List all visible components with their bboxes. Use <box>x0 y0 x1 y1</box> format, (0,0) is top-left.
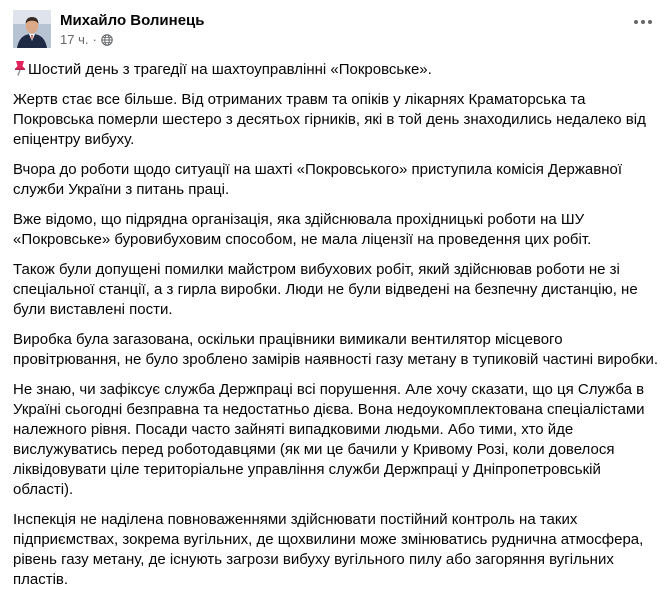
post-paragraph: Не знаю, чи зафіксує служба Держпраці всі порушення. Але хочу сказати, що ця Служба в Україні сьогодні безправна та недостатньо дієва. Вона недоукомплектована спеціалістами належного рівня. Посади часто зайняті випадковими людьми. Або тими, хто йде вислужуватись перед роботодавцями (як ми це бачили у Кривому Розі, коли довелося ліквідовувати ціле територіальне управління служби Держпраці у Дніпропетровській області). <box>13 381 645 498</box>
post-body <box>13 60 659 590</box>
post-paragraph: Інспекція не наділена повноваженнями здійснювати постійний контроль на таких підприємствах, зокрема вугільних, де щохвилини може змінюватись руднична атмосфера, рівень газу метану, де існують загрози вибуху вугільного пилу або загоряння вугільних пластів. <box>13 511 644 588</box>
author-block <box>60 11 205 48</box>
avatar-portrait <box>13 10 51 48</box>
post-paragraph: Жертв стає все більше. Від отриманих травм та опіків у лікарнях Краматорська та Покровська померли шестеро з десятьох гірників, які в той день знаходились недалеко від епіцентру вибуху. <box>13 91 646 148</box>
post-paragraph: Вчора до роботи щодо ситуації на шахті «Покровського» приступила комісія Державної служби України з питань праці. <box>13 161 623 198</box>
author-avatar[interactable] <box>13 10 51 48</box>
post-paragraph: Вже відомо, що підрядна організація, яка здійснювала прохідницькі роботи на ШУ «Покровське» буровибуховим способом, не мала ліцензії на проведення цих робіт. <box>13 211 592 248</box>
pushpin-icon <box>13 60 27 76</box>
globe-icon[interactable] <box>101 33 113 45</box>
post-paragraph <box>13 60 659 80</box>
more-horizontal-icon <box>633 19 653 25</box>
post-meta <box>60 31 205 48</box>
author-name[interactable]: Михайло Волинець <box>60 11 205 29</box>
paragraph-text: Шостий день з трагедії на шахтоуправлінні «Покровське». <box>28 61 432 78</box>
post-paragraph: Виробка була загазована, оскільки працівники вимикали вентилятор місцевого провітрювання, не було зроблено замірів наявності газу метану в тупиковій частині виробки. <box>13 331 659 368</box>
meta-separator: · <box>92 31 97 47</box>
post-header <box>13 8 659 50</box>
more-options-button[interactable] <box>628 12 658 32</box>
post-paragraph: Також були допущені помилки майстром вибухових робіт, який здійснював роботи не зі спеціальної станції, а з гирла виробки. Люди не були відведені на безпечну дистанцію, не були виставлені пости. <box>13 261 638 318</box>
post-timestamp[interactable]: 17 ч. <box>60 31 89 47</box>
